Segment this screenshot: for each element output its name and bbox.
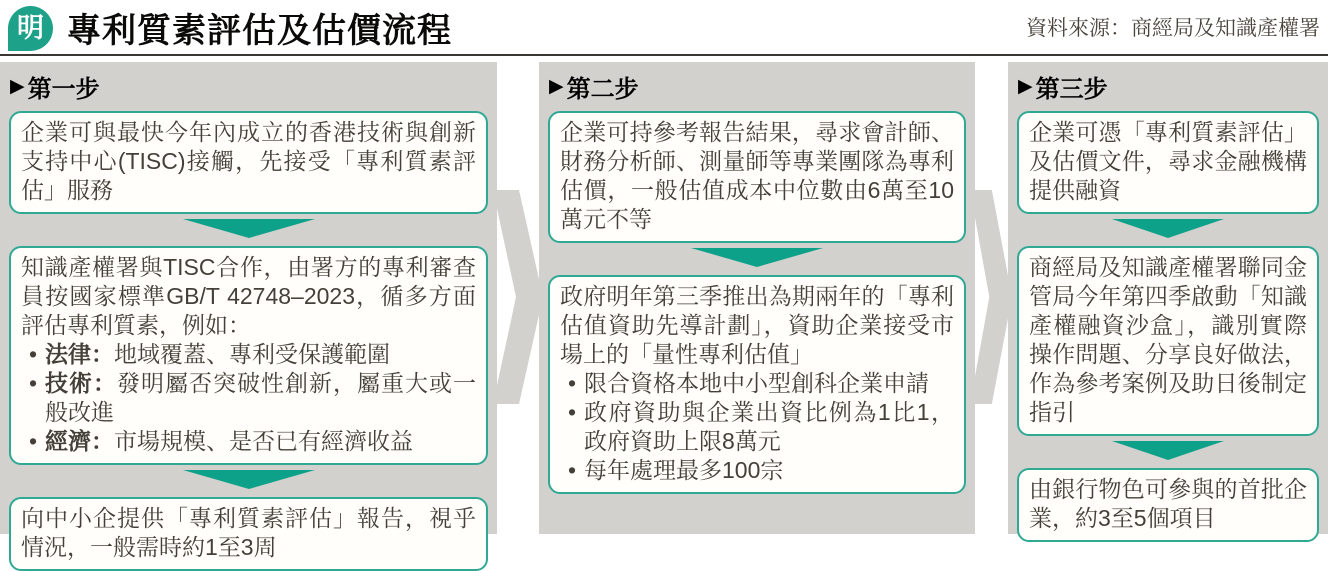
bullet-body xyxy=(45,369,476,427)
step-title: 第三步 xyxy=(1035,76,1108,103)
bullet-icon: • xyxy=(28,341,38,367)
info-box xyxy=(548,275,966,494)
step-column-2 xyxy=(539,62,975,534)
bullet-icon: • xyxy=(567,457,577,483)
step-column-3 xyxy=(1008,62,1328,534)
bullet-body xyxy=(584,456,954,485)
info-box xyxy=(1017,246,1319,436)
box-text: 企業可與最快今年內成立的香港技術與創新支持中心(TISC)接觸，先接受「專利質素評估」服務 xyxy=(21,119,476,203)
bullet-item xyxy=(21,427,476,456)
down-arrow-icon xyxy=(183,470,315,489)
info-box xyxy=(548,111,966,243)
triangle-right-icon: ▶ xyxy=(1018,76,1033,97)
column-gap xyxy=(975,62,1008,534)
down-arrow-icon xyxy=(1112,219,1224,238)
bullet-text: 每年處理最多100宗 xyxy=(584,457,784,483)
bullet-label: 法律： xyxy=(45,341,114,367)
right-chevron-icon xyxy=(970,190,1012,404)
right-chevron-icon xyxy=(493,190,543,404)
page-title: 專利質素評估及估價流程 xyxy=(67,11,452,50)
bullet-body xyxy=(45,427,476,456)
bullet-body xyxy=(584,369,954,398)
step-column-1 xyxy=(0,62,497,560)
step-title: 第一步 xyxy=(27,76,100,103)
triangle-right-icon: ▶ xyxy=(549,76,564,97)
down-arrow-icon xyxy=(1112,441,1224,460)
down-arrow-icon xyxy=(183,219,315,238)
mingpao-logo xyxy=(8,6,53,51)
down-arrow-icon xyxy=(691,248,823,267)
column-gap xyxy=(497,62,539,534)
flow-diagram xyxy=(0,62,1328,560)
bullet-body xyxy=(584,398,954,456)
bullet-item xyxy=(21,369,476,427)
triangle-right-icon: ▶ xyxy=(10,76,25,97)
bullet-text: 市場規模、是否已有經濟收益 xyxy=(114,428,413,454)
step-title: 第二步 xyxy=(566,76,639,103)
box-text: 向中小企提供「專利質素評估」報告，視乎情況，一般需時約1至3周 xyxy=(21,505,476,560)
bullet-icon: • xyxy=(567,370,577,396)
bullet-item xyxy=(560,398,954,456)
bullet-item xyxy=(560,369,954,398)
box-text: 企業可憑「專利質素評估」及估價文件，尋求金融機構提供融資 xyxy=(1029,119,1307,203)
step-header-3 xyxy=(1008,62,1328,108)
logo-text: 明 xyxy=(17,12,44,43)
step-header-1 xyxy=(0,62,497,108)
bullet-icon: • xyxy=(28,370,38,396)
bullet-item xyxy=(21,340,476,369)
box-text: 由銀行物色可參與的首批企業，約3至5個項目 xyxy=(1029,476,1307,531)
info-box xyxy=(9,497,488,571)
info-box xyxy=(1017,468,1319,542)
info-box xyxy=(9,246,488,465)
source-attribution: 資料來源：商經局及知識產權署 xyxy=(1026,17,1320,40)
bullet-body xyxy=(45,340,476,369)
bullet-text: 發明屬否突破性創新，屬重大或一般改進 xyxy=(45,370,476,425)
bullet-item xyxy=(560,456,954,485)
bullet-text: 地域覆蓋、專利受保護範圍 xyxy=(114,341,390,367)
bullet-label: 技術： xyxy=(45,370,117,396)
box-text: 企業可持參考報告結果，尋求會計師、財務分析師、測量師等專業團隊為專利估價，一般估值成本中位數由6萬至10萬元不等 xyxy=(560,119,954,232)
box-intro: 政府明年第三季推出為期兩年的「專利估值資助先導計劃」，資助企業接受市場上的「量性專利估值」 xyxy=(560,283,954,367)
bullet-text: 政府資助與企業出資比例為1比1，政府資助上限8萬元 xyxy=(584,399,954,454)
box-text: 商經局及知識產權署聯同金管局今年第四季啟動「知識產權融資沙盒」，識別實際操作問題、分享良好做法，作為參考案例及助日後制定指引 xyxy=(1029,254,1307,425)
bullet-icon: • xyxy=(28,428,38,454)
box-intro: 知識產權署與TISC合作，由署方的專利審查員按國家標準GB/T 42748–2023，循多方面評估專利質素，例如： xyxy=(21,254,476,338)
info-box xyxy=(9,111,488,214)
bullet-icon: • xyxy=(567,399,577,425)
bullet-label: 經濟： xyxy=(45,428,114,454)
info-box xyxy=(1017,111,1319,214)
page-header xyxy=(0,0,1328,56)
bullet-text: 限合資格本地中小型創科企業申請 xyxy=(584,370,929,396)
step-header-2 xyxy=(539,62,975,108)
